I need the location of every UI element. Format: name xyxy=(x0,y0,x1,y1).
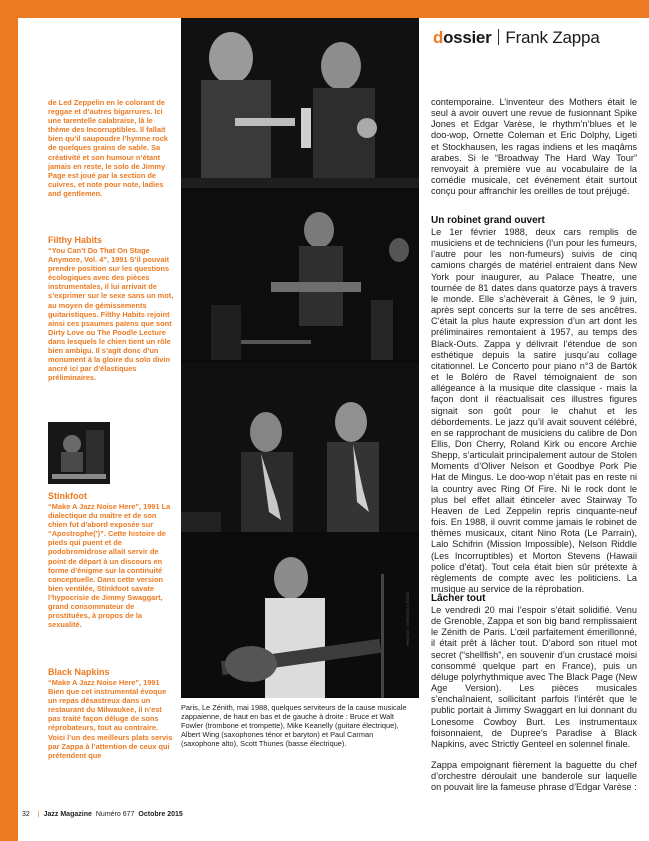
sidebar-item-stinkfoot xyxy=(48,491,176,629)
footer-separator: | xyxy=(37,811,40,818)
photo-credit: PHOTOS : CHRISTIAN ROSE xyxy=(405,591,410,646)
article-paragraph-1: contemporaine. L’inventeur des Mothers était le seul à avoir ouvert une revue de fusionnant Spike Jones et Edgar Varèse, le rhythm’n’blues et le doo-wop, Ornette Coleman et Eric Dolphy, Ligeti et Stockhausen, les ragas indiens et les maqâms arabes. Si le “Broadway The Hard Way Tour” renvoyait à première vue au vocabulaire de la comédie musicale, cet événement était surtout conçu pour affranchir les oreilles de tout préjugé. xyxy=(431,97,637,197)
sidebar-item-text: “Make A Jazz Noise Here”, 1991 Bien que cet instrumental évoque un repas désastreux dans un restaurant du Milwaukee, il n’est pas traité façon déluge de sons réprobateurs, tout au contraire. Voici l’un des meilleurs plats servis par Zappa à l’attention de ceux qui prétendent que xyxy=(48,678,173,760)
article-paragraph-2: Le 1er février 1988, deux cars remplis de musiciens et de techniciens (l’un pour les fumeurs, l’autre pour les non-fumeurs) suivis de cinq camions chargés de matériel entraient dans New York pour inaugurer, au Palace Theatre, une tournée de 81 dates dans quatorze pays à travers le monde. Elle s’achèverait à Gênes, le 9 juin, après sept concerts sur la terre de ses ancêtres. C’était la plus haute expression d’un art dont les préliminaires remontaient à 1957, au temps des Black-Outs. Zappa y délivrait l’étendue de son esthétique depuis la satire jusqu’au collage citationnel. Le Concerto pour piano n°3 de Bartók et le Boléro de Ravel témoignaient de son allégeance à la musique dite classique - mais la façon dont il réactualisait ces illustres figures signait son goût pour le chahut et les débordements. Le jazz qu’il avait souvent célébré, en se rapprochant de musiciens du calibre de Don Ellis, Don Cherry, Roland Kirk ou encore Archie Shepp, s’articulait principalement autour de Stolen Moments d’Oliver Nelson et Goodbye Pork Pie Hat de Mingus. Le doo-wop n’était pas en reste ni la country avec Ring Of Fire. Ni le rock dont le plus bel effet allait étinceler avec Stairway To Heaven de Led Zeppelin repris cinquante-neuf fois. En 1988, il ouvrit comme jamais le robinet de thèmes musicaux, citant Nino Rota (Le Parrain), Lalo Schifrin (Mission Impossible), Nelson Riddle (Les Incorruptibles) et Morton Stevens (Hawaii police d’état). Tout cela était bien sûr prétexte à règlements de compte avec les politiciens. La musique au service de la réprobation. xyxy=(431,227,637,594)
photo-bassist xyxy=(181,534,419,698)
page-number: 32 xyxy=(22,811,30,818)
section-label: dossier xyxy=(433,28,492,47)
photo-saxophonists xyxy=(181,362,419,532)
photo-trombone-trumpet xyxy=(181,18,419,188)
page-footer xyxy=(22,811,183,818)
photo-guitarist xyxy=(181,190,419,360)
photo-caption: Paris, Le Zénith, mai 1988, quelques serviteurs de la cause musicale zappaienne, de haut en bas et de gauche à droite : Bruce et Walt Fowler (trombone et trompette), Mike Keanelly (guitare électrique), Albert Wing (saxophones ténor et baryton) et Paul Carman (saxophone alto), Scott Thunes (basse électrique). xyxy=(181,703,407,748)
sidebar-item-title: Black Napkins xyxy=(48,667,110,677)
sidebar-item-title: Stinkfoot xyxy=(48,491,87,501)
sidebar-item-black-napkins xyxy=(48,667,176,760)
sidebar-item-filthy-habits xyxy=(48,235,176,382)
magazine-name: Jazz Magazine xyxy=(43,811,92,818)
article-heading-1: Un robinet grand ouvert xyxy=(431,215,545,226)
header-separator xyxy=(498,29,499,45)
sidebar-item-title: Filthy Habits xyxy=(48,235,103,245)
article-paragraph-3: Le vendredi 20 mai l’espoir s’était solidifié. Venu de Grenoble, Zappa et son big band remplissaient le Zénith de Paris. L’œil parfaitement émerillonné, il était prêt à lâcher tout. D’abord son rituel mot secret (“shellfish”, en souvenir d’un crustacé moisi consommé quelque part en France), puis un déluge polyrhythmique avec The Black Page (New Age Version). Les pièces musicales s’enchaînaient, sollicitant parfois l’intérêt que le public portait à Jimmy Swaggart en lui donnant du Lonesome Cowboy Burt. Les instrumentaux foisonnaient, de Dupree’s Paradise à Black Napkins, avec Strictly Genteel en solennel finale. xyxy=(431,605,637,749)
section-subject: Frank Zappa xyxy=(505,28,600,47)
article-paragraph-4: Zappa empoignant fièrement la baguette du chef d’orchestre déroulait une banderole sur laquelle on pouvait lire la fameuse phrase d’Edgar Varèse : xyxy=(431,760,637,793)
concert-photo-strip xyxy=(181,18,419,698)
issue-number: Numéro 677 xyxy=(95,811,135,818)
sidebar-item-text: “You Can’t Do That On Stage Anymore, Vol. 4”, 1991 S’il pouvait prendre position sur les questions écologiques avec des pièces instrumentales, il lui arrivait de s’exprimer sur le sexe sans un mot, au moyen de gémissements guitaristiques. Filthy Habits rejoint ainsi ces psaumes païens que sont Dirty Love ou The Poodle Lecture dans lesquels le chien tient un rôle bien ambigu. Il s’agit donc d’un monument à la gloire du solo divin ancré ici par d’élastiques préliminaires. xyxy=(48,246,174,383)
left-accent-bar xyxy=(0,0,18,841)
top-accent-bar xyxy=(0,0,649,18)
album-cover-image xyxy=(48,422,110,484)
sidebar-intro: de Led Zeppelin en le colorant de reggae et d’autres bigarrures. Ici une tarentelle calabraise, là le thème des Incorruptibles. Il fallait bien qu’il saupoudre l’hymne rock de quelques grains de sable. Sa créativité et son humour n’étant jamais en reste, le solo de Jimmy Page est joué par la section de cuivres, et note pour note, ladies and gentlemen. xyxy=(48,98,168,198)
section-header xyxy=(433,27,633,47)
sidebar-item-text: “Make A Jazz Noise Here”, 1991 La dialectique du maître et de son chien fut d’abord exposée sur “Apostrophe(’)”. Cette histoire de pieds qui puent et de podobromidrose allait servir de point de départ à un discours en forme d’énigme sur la continuité conceptuelle. Dans cette version bien ventilée, Stinkfoot savate l’hypocrisie de Jimmy Swaggart, grand consommateur de prostituées, à propos de la sexualité. xyxy=(48,502,171,630)
article-heading-2: Lâcher tout xyxy=(431,593,486,604)
issue-date: Octobre 2015 xyxy=(138,811,183,818)
